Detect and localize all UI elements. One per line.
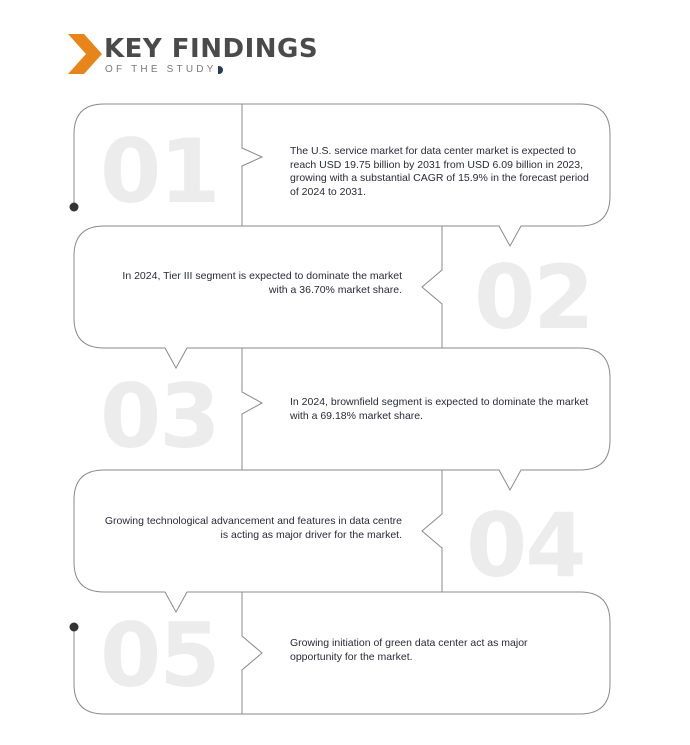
row-2-divider: [422, 226, 442, 348]
finding-1-number: 01: [100, 120, 219, 223]
finding-5-text: Growing initiation of green data center act as major opportunity for the market.: [290, 637, 528, 663]
row-2-outline: [74, 226, 442, 368]
finding-2-number: 02: [474, 246, 593, 349]
page-title: KEY FINDINGS: [104, 34, 319, 64]
finding-5-number: 05: [100, 604, 219, 707]
finding-3-number: 03: [100, 365, 219, 468]
end-dot: [70, 623, 79, 632]
start-dot: [70, 203, 79, 212]
finding-3-text: In 2024, brownfield segment is expected to dominate the market with a 69.18% market share.: [290, 396, 589, 422]
page-subtitle: OF THE STUDY: [105, 64, 217, 75]
row-4-divider: [422, 470, 442, 592]
finding-2-text: In 2024, Tier III segment is expected to dominate the market with a 36.70% market share.: [122, 270, 402, 296]
row-3-divider: [242, 348, 262, 470]
finding-4-text: Growing technological advancement and features in data centre is acting as major driver for the market.: [104, 515, 402, 541]
finding-1-text: The U.S. service market for data center market is expected to reach USD 19.75 billion by 2031 from USD 6.09 billion in 2023, growing with a substantial CAGR of 15.9% in the forecast period of 2024 to 2031.: [290, 145, 589, 198]
finding-4-number: 04: [466, 494, 585, 597]
row-1-divider: [242, 104, 262, 226]
row-5-divider: [242, 592, 262, 714]
